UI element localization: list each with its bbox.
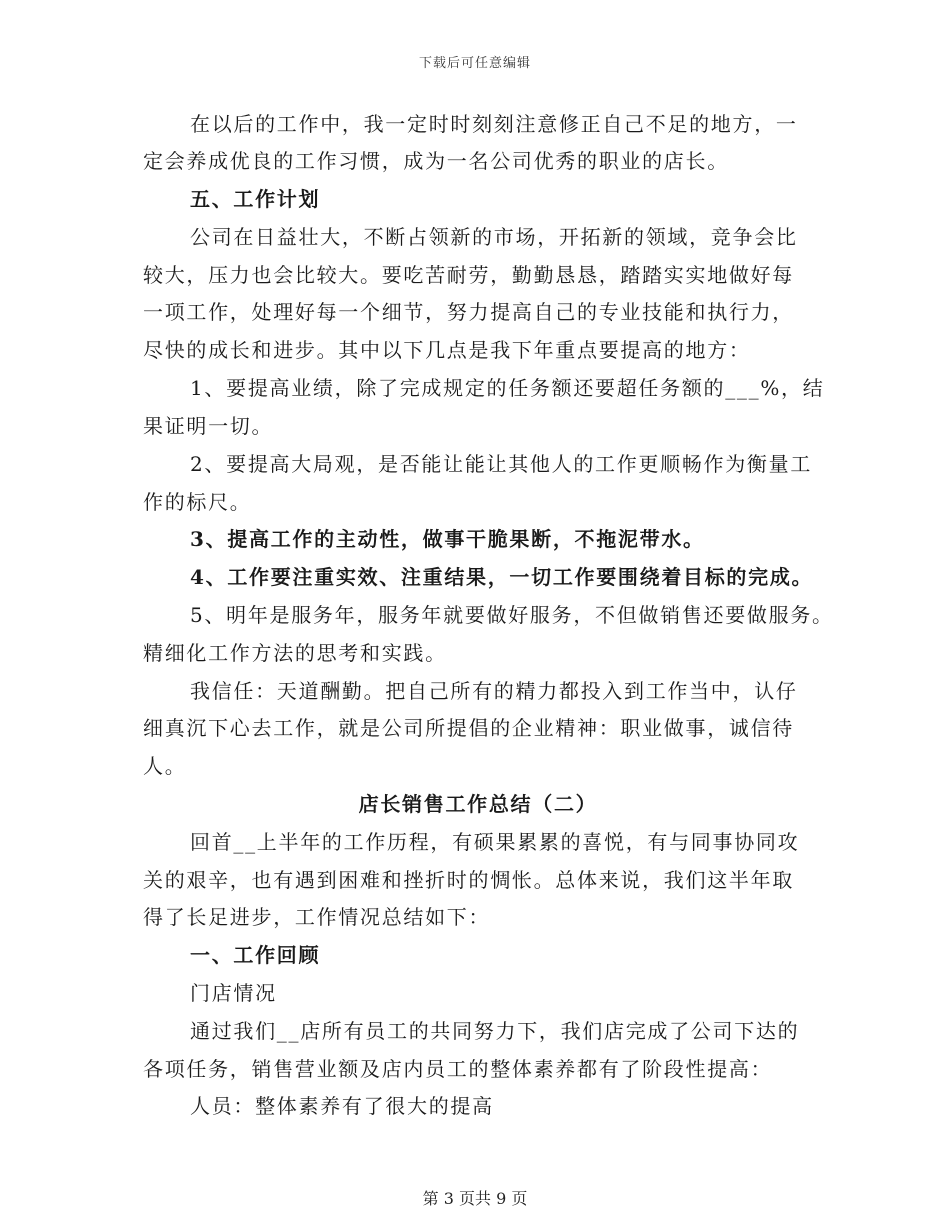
paragraph-line: 细真沉下心去工作，就是公司所提倡的企业精神：职业做事，诚信待 — [143, 716, 794, 740]
list-item: 4、工作要注重实效、注重结果，一切工作要围绕着目标的完成。 — [190, 565, 814, 589]
document-title: 店长销售工作总结（二） — [358, 792, 598, 816]
paragraph-line: 关的艰辛，也有遇到困难和挫折时的惆怅。总体来说，我们这半年取 — [143, 868, 794, 892]
section-heading: 五、工作计划 — [190, 187, 321, 211]
section-heading: 一、工作回顾 — [190, 943, 321, 967]
paragraph-line: 作的标尺。 — [143, 490, 252, 514]
paragraph-line: 得了长足进步，工作情况总结如下： — [143, 905, 491, 929]
paragraph-line: 定会养成优良的工作习惯，成为一名公司优秀的职业的店长。 — [143, 149, 729, 173]
paragraph-line: 人员：整体素养有了很大的提高 — [190, 1094, 494, 1118]
paragraph-line: 我信任：天道酬勤。把自己所有的精力都投入到工作当中，认仔 — [190, 679, 798, 703]
paragraph-line: 在以后的工作中，我一定时时刻刻注意修正自己不足的地方，一 — [190, 112, 798, 136]
paragraph-line: 回首__上半年的工作历程，有硕果累累的喜悦，有与同事协同攻 — [190, 830, 800, 854]
paragraph-line: 尽快的成长和进步。其中以下几点是我下年重点要提高的地方： — [143, 338, 751, 362]
list-item: 2、要提高大局观，是否能让能让其他人的工作更顺畅作为衡量工 — [190, 452, 813, 476]
paragraph-line: 人。 — [143, 754, 187, 778]
paragraph-line: 精细化工作方法的思考和实践。 — [143, 641, 447, 665]
paragraph-line: 一项工作，处理好每一个细节，努力提高自己的专业技能和执行力， — [143, 300, 794, 324]
list-item: 5、明年是服务年，服务年就要做好服务，不但做销售还要做服务。 — [190, 603, 834, 627]
page-footer: 第 3 页共 9 页 — [422, 1189, 528, 1208]
paragraph-line: 果证明一切。 — [143, 414, 274, 438]
subsection-heading: 门店情况 — [190, 981, 277, 1005]
paragraph-line: 公司在日益壮大，不断占领新的市场，开拓新的领域，竞争会比 — [190, 225, 798, 249]
page-header: 下载后可任意编辑 — [418, 56, 531, 71]
list-item: 1、要提高业绩，除了完成规定的任务额还要超任务额的___%，结 — [190, 376, 825, 400]
paragraph-line: 较大，压力也会比较大。要吃苦耐劳，勤勤恳恳，踏踏实实地做好每 — [143, 263, 794, 287]
paragraph-line: 通过我们__店所有员工的共同努力下，我们店完成了公司下达的 — [190, 1019, 800, 1043]
list-item: 3、提高工作的主动性，做事干脆果断，不拖泥带水。 — [190, 527, 705, 551]
paragraph-line: 各项任务，销售营业额及店内员工的整体素养都有了阶段性提高： — [143, 1057, 773, 1081]
